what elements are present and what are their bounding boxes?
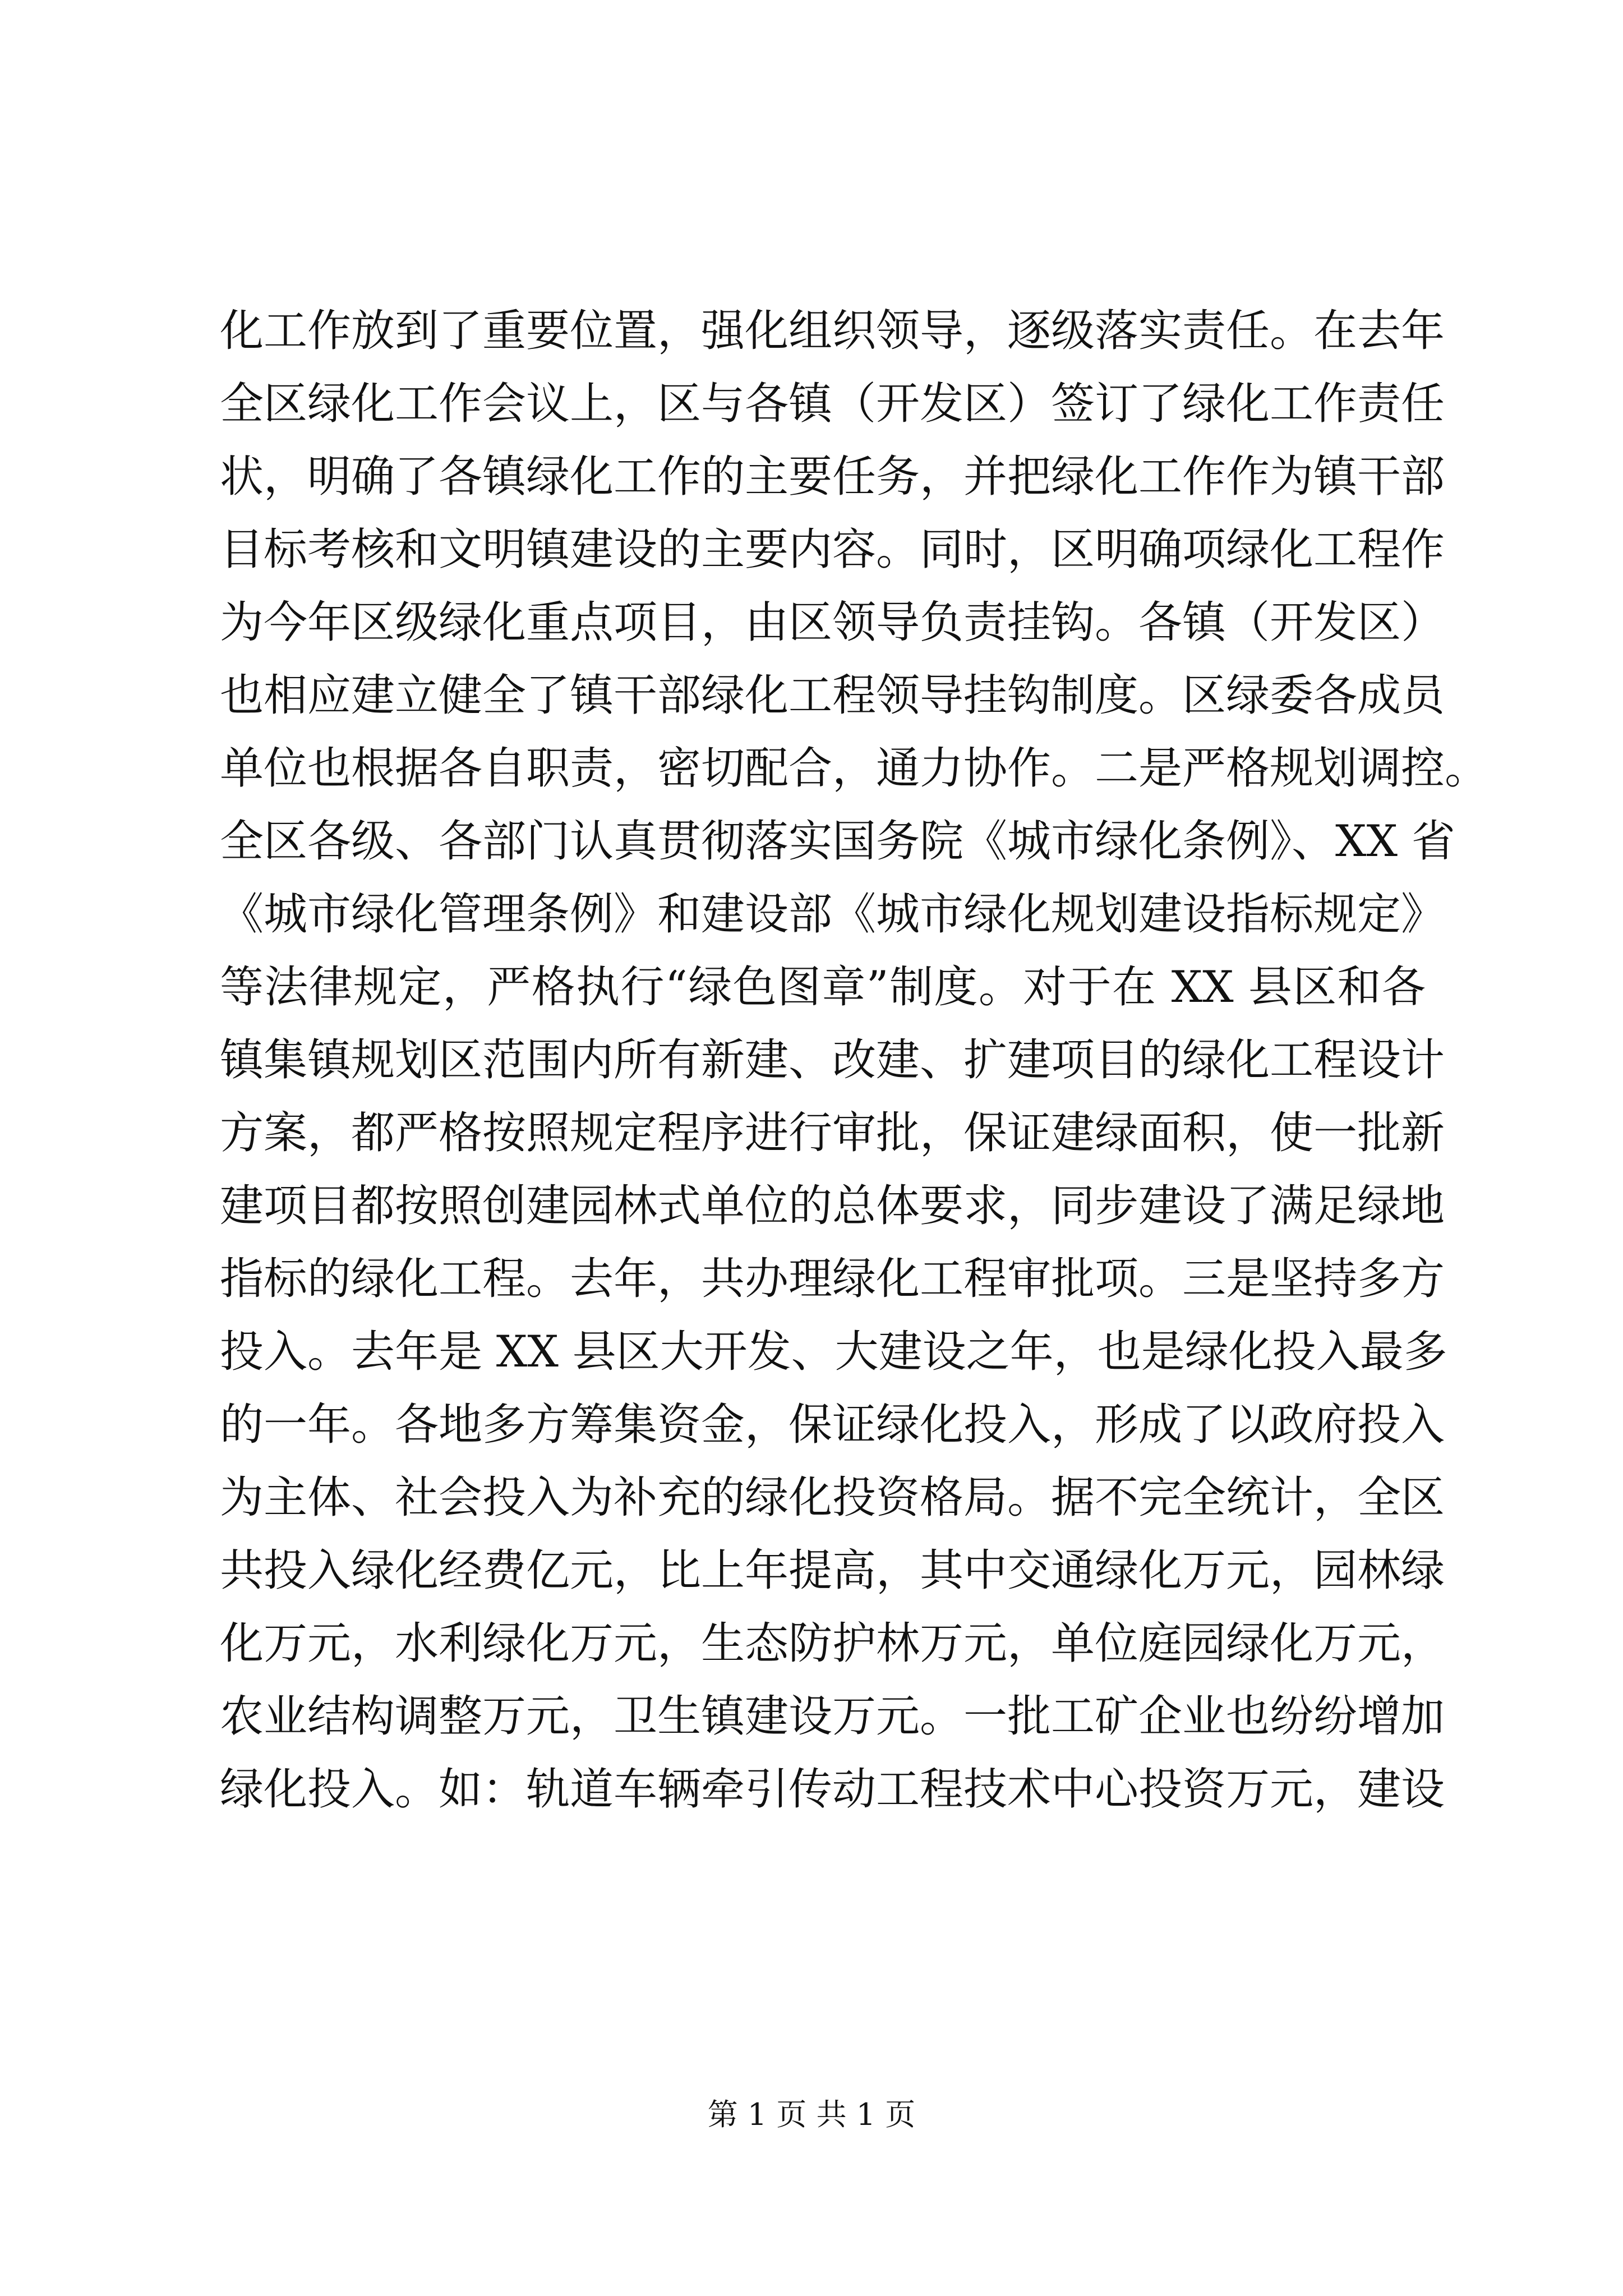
text-line-17: 为主体、社会投入为补充的绿化投资格局。据不完全统计，全区	[220, 1473, 1445, 1523]
page-number-footer: 第 1 页 共 1 页	[707, 2097, 916, 2132]
text-line-11: 镇集镇规划区范围内所有新建、改建、扩建项目的绿化工程设计	[220, 1035, 1445, 1085]
text-line-20: 农业结构调整万元，卫生镇建设万元。一批工矿企业也纷纷增加	[220, 1691, 1445, 1742]
text-line-5: 为今年区级绿化重点项目，由区领导负责挂钩。各镇（开发区）	[220, 597, 1445, 648]
text-line-3: 状，明确了各镇绿化工作的主要任务，并把绿化工作作为镇干部	[220, 452, 1445, 502]
text-line-8: 全区各级、各部门认真贯彻落实国务院《城市绿化条例》、XX 省	[220, 816, 1455, 867]
body-paragraph	[220, 295, 1489, 1826]
text-line-1: 化工作放到了重要位置，强化组织领导，逐级落实责任。在去年	[220, 306, 1445, 356]
text-line-18: 共投入绿化经费亿元，比上年提高，其中交通绿化万元，园林绿	[220, 1545, 1445, 1596]
text-line-16: 的一年。各地多方筹集资金，保证绿化投入，形成了以政府投入	[220, 1400, 1445, 1450]
text-line-13: 建项目都按照创建园林式单位的总体要求，同步建设了满足绿地	[220, 1181, 1445, 1231]
text-line-10: 等法律规定，严格执行“绿色图章”制度。对于在 XX 县区和各	[220, 962, 1426, 1013]
text-line-4: 目标考核和文明镇建设的主要内容。同时，区明确项绿化工程作	[220, 524, 1445, 575]
text-line-19: 化万元，水利绿化万元，生态防护林万元，单位庭园绿化万元，	[220, 1618, 1445, 1669]
text-line-6: 也相应建立健全了镇干部绿化工程领导挂钩制度。区绿委各成员	[220, 670, 1445, 721]
text-line-14: 指标的绿化工程。去年，共办理绿化工程审批项。三是坚持多方	[220, 1254, 1445, 1304]
text-line-9: 《城市绿化管理条例》和建设部《城市绿化规划建设指标规定》	[220, 889, 1445, 940]
text-line-15: 投入。去年是 XX 县区大开发、大建设之年，也是绿化投入最多	[220, 1327, 1447, 1377]
text-line-21: 绿化投入。如：轨道车辆牵引传动工程技术中心投资万元，建设	[220, 1764, 1445, 1815]
text-line-12: 方案，都严格按照规定程序进行审批，保证建绿面积，使一批新	[220, 1108, 1445, 1158]
text-line-2: 全区绿化工作会议上，区与各镇（开发区）签订了绿化工作责任	[220, 379, 1445, 429]
text-line-7: 单位也根据各自职责，密切配合，通力协作。二是严格规划调控。	[220, 743, 1489, 794]
